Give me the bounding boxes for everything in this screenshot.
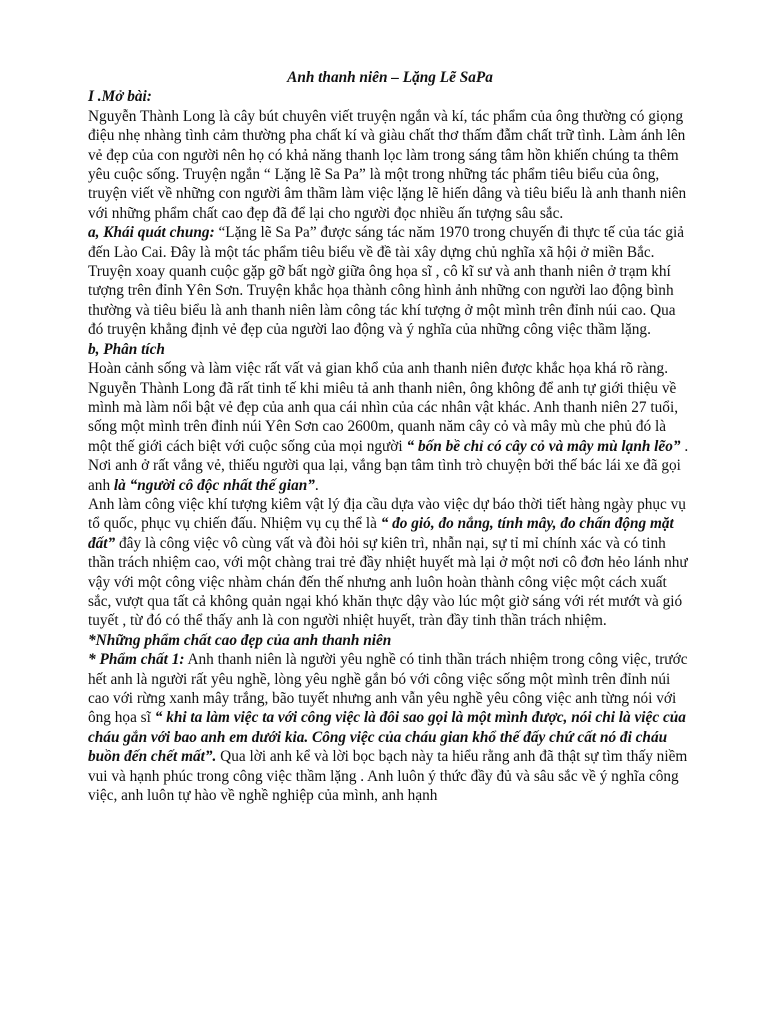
overview-label: a, Khái quát chung: [88,224,215,242]
circumstances-text-2: . Nơi anh ở rất vắng vẻ, thiếu người qua lại, vắng bạn tâm tình trò chuyện bởi thế bác lái xe đã gọi anh [88,437,689,494]
work-quote: “ đo gió, đo nắng, tính mây, đo chấn động mặt đất” [88,515,674,552]
circumstances-text-1: Hoàn cảnh sống và làm việc rất vất vả gian khổ của anh thanh niên được khắc họa khá rõ ràng. Nguyễn Thành Long đã rất tinh tế khi miêu tả anh thanh niên, ông không để anh tự giới thiệu về mình mà làm nổi bật vẻ đẹp của anh qua cái nhìn của các nhân vật khác. Anh thanh niên 27 tuổi, sống một mình trên đỉnh núi Yên Sơn cao 2600m, quanh năm cây cỏ và mây mù che phủ đó là một thế giới cách biệt với cuộc sống của mọi người [88,360,679,455]
paragraph-circumstances [88,359,692,495]
circumstances-quote-2: là “người cô độc nhất thế gian” [113,476,315,494]
quality-1-text-1: Anh thanh niên là người yêu nghề có tinh thần trách nhiệm trong công việc, trước hết anh là người rất yêu nghề, lòng yêu nghề gắn bó với công việc sống một mình trên đỉnh núi cao với rừng xanh mây trắng, bão tuyết nhưng anh vẫn yêu nghề yêu công việc anh từng nói với ông họa sĩ [88,651,688,727]
paragraph-intro: Nguyễn Thành Long là cây bút chuyên viết truyện ngắn và kí, tác phẩm của ông thường có giọng điệu nhẹ nhàng tình cảm thường pha chất kí và giàu chất thơ thấm đẫm chất trữ tình. Làm ánh lên vẻ đẹp của con người nên họ có khả năng thanh lọc làm trong sáng tâm hồn khiến chúng ta thêm yêu cuộc sống. Truyện ngắn “ Lặng lẽ Sa Pa” là một trong những tác phẩm tiêu biểu của ông, truyện viết về những con người âm thầm làm việc lặng lẽ hiến dâng và tiêu biểu là anh thanh niên với những phẩm chất cao đẹp đã để lại cho người đọc nhiều ấn tượng sâu sắc. [88,107,687,222]
paragraph-quality-1 [88,650,692,805]
section-heading-qualities: *Những phẩm chất cao đẹp của anh thanh niên [88,631,392,649]
paragraph-work [88,495,692,631]
circumstances-text-3: . [314,476,319,494]
work-text-2: đây là công việc vô cùng vất và đòi hỏi sự kiên trì, nhẫn nại, sự tỉ mỉ chính xác và có tinh thần trách nhiệm cao, với một chàng trai trẻ đầy nhiệt huyết mà lại ở một nơi cô đơn hẻo lánh như vậy với một công việc nhàm chán đến thế nhưng anh luôn hoàn thành công việc một cách xuất sắc, vượt qua tất cả không quản ngại khó khăn thực dậy vào lúc một giờ sáng với rét mướt và gió tuyết , từ đó có thể thấy anh là con người nhiệt huyết, tràn đầy tinh thần trách nhiệm. [88,534,688,630]
quality-1-label: * Phẩm chất 1: [88,651,185,669]
quality-1-text-2: Qua lời anh kể và lời bọc bạch này ta hiểu rằng anh đã thật sự tìm thấy niềm vui và hạnh phúc trong công việc thầm lặng . Anh luôn ý thức đầy đủ và sâu sắc về ý nghĩa công việc, anh luôn tự hào về nghề nghiệp của mình, anh hạnh [88,748,688,805]
paragraph-overview [88,223,692,339]
document-title: Anh thanh niên – Lặng Lẽ SaPa [287,69,493,86]
overview-text: “Lặng lẽ Sa Pa” được sáng tác năm 1970 trong chuyến đi thực tế của tác giả đến Lào Cai. Đây là một tác phẩm tiêu biểu về đề tài xây dựng chủ nghĩa xã hội ở miền Bắc. Truyện xoay quanh cuộc gặp gỡ bất ngờ giữa ông họa sĩ , cô kĩ sư và anh thanh niên ở trạm khí tượng trên đỉnh Yên Sơn. Truyện khắc họa thành công hình ảnh những con người lao động bình thường và tiêu biểu là anh thanh niên làm công tác khí tượng ở một mình trên đỉnh núi cao. Qua đó truyện khẳng định vẻ đẹp của người lao động và ý nghĩa của những công việc thầm lặng. [88,224,685,339]
section-heading-analysis: b, Phân tích [88,340,165,358]
work-text-1: Anh làm công việc khí tượng kiêm vật lý địa cầu dựa vào việc dự báo thời tiết hàng ngày phục vụ tổ quốc, phục vụ chiến đấu. Nhiệm vụ cụ thể là [88,495,686,533]
quality-1-quote: “ khi ta làm việc ta với công việc là đôi sao gọi là một mình được, nói chi là việc của cháu gắn với bao anh em dưới kia. Công việc của cháu gian khổ thế đấy chứ cất nó đi cháu buồn đến chết mất”. [88,709,686,766]
section-heading-intro: I .Mở bài: [88,88,152,106]
circumstances-quote-1: “ bốn bề chỉ có cây cỏ và mây mù lạnh lẽo” [406,437,681,455]
document-page [88,68,692,805]
